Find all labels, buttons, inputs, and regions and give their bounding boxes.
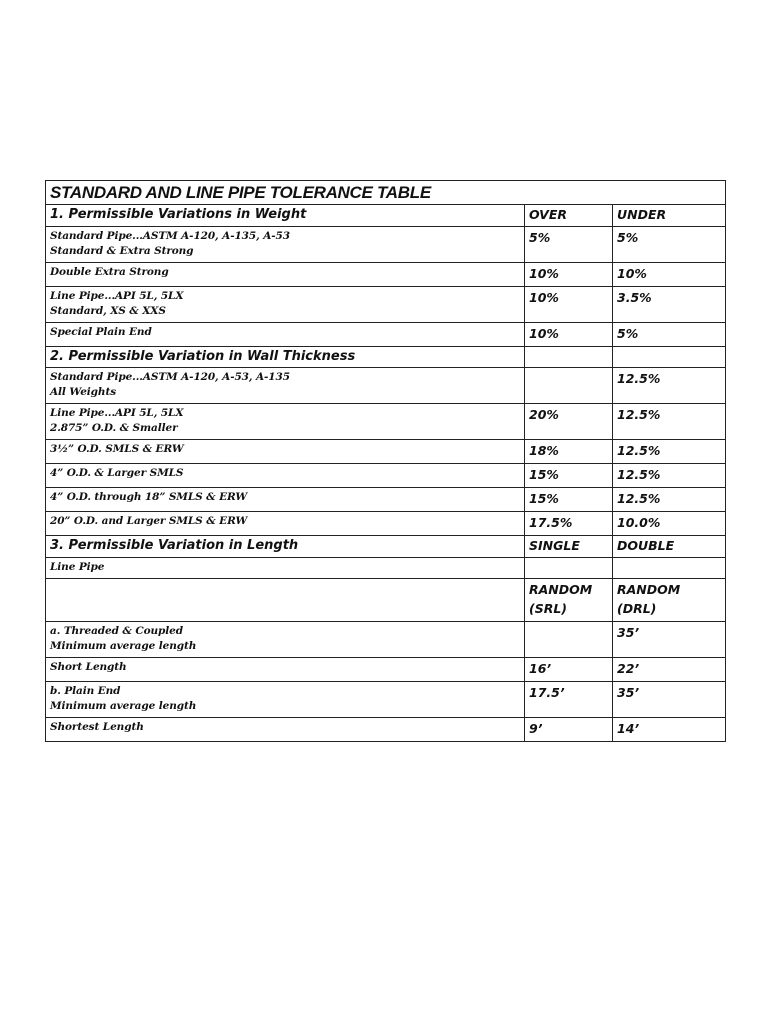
row-label-line: Double Extra Strong: [50, 266, 169, 278]
under-value: 10.0%: [613, 512, 726, 536]
row-label: [46, 682, 525, 718]
over-value: 10%: [525, 263, 613, 287]
under-value: 5%: [613, 227, 726, 263]
row-label-line: b. Plain End: [50, 685, 121, 697]
random-double-line: (DRL): [617, 601, 657, 616]
row-label-line: Line Pipe...API 5L, 5LX: [50, 290, 184, 302]
empty-cell: [525, 558, 613, 579]
section-weight-header: 1. Permissible Variations in Weight: [46, 205, 525, 227]
table-row: [46, 512, 726, 536]
over-value: [525, 368, 613, 404]
under-value: 12.5%: [613, 404, 726, 440]
row-label-line: Minimum average length: [50, 640, 197, 652]
row-label: [46, 227, 525, 263]
row-label-line: 2.875” O.D. & Smaller: [50, 422, 178, 434]
over-value: 15%: [525, 464, 613, 488]
section-header-row: [46, 205, 726, 227]
table-row: [46, 404, 726, 440]
under-value: 10%: [613, 263, 726, 287]
table-title-row: [46, 181, 726, 205]
row-label-line: Standard & Extra Strong: [50, 245, 194, 257]
single-value: 9’: [525, 718, 613, 742]
under-value: 12.5%: [613, 464, 726, 488]
double-value: 35’: [613, 622, 726, 658]
single-value: [525, 622, 613, 658]
random-single-line: RANDOM: [529, 582, 593, 597]
double-value: 35’: [613, 682, 726, 718]
under-value: 3.5%: [613, 287, 726, 323]
row-label: [46, 368, 525, 404]
table-row: [46, 658, 726, 682]
row-label: [46, 323, 525, 347]
section-header-row: [46, 536, 726, 558]
table-row: [46, 227, 726, 263]
under-value: 5%: [613, 323, 726, 347]
row-label-line: Special Plain End: [50, 326, 152, 338]
row-label-line: 4” O.D. through 18” SMLS & ERW: [50, 491, 248, 503]
table-row: [46, 464, 726, 488]
table-row: [46, 488, 726, 512]
over-value: 20%: [525, 404, 613, 440]
under-value: 12.5%: [613, 488, 726, 512]
empty-cell: [525, 347, 613, 368]
row-label: [46, 488, 525, 512]
double-value: 22’: [613, 658, 726, 682]
table-row: [46, 368, 726, 404]
row-label: [46, 263, 525, 287]
row-label-line: Standard Pipe...ASTM A-120, A-135, A-53: [50, 230, 290, 242]
row-label-line: Line Pipe...API 5L, 5LX: [50, 407, 184, 419]
table-row: [46, 440, 726, 464]
over-value: 15%: [525, 488, 613, 512]
table-row: [46, 263, 726, 287]
row-label: [46, 718, 525, 742]
empty-cell: [46, 579, 525, 622]
row-label-line: Line Pipe: [50, 561, 105, 573]
table-row: [46, 718, 726, 742]
column-double-header: DOUBLE: [613, 536, 726, 558]
section-wall-header: 2. Permissible Variation in Wall Thickness: [46, 347, 525, 368]
row-label-line: Standard Pipe...ASTM A-120, A-53, A-135: [50, 371, 290, 383]
row-label-line: Standard, XS & XXS: [50, 305, 166, 317]
table-row: [46, 323, 726, 347]
under-value: 12.5%: [613, 368, 726, 404]
table-row: [46, 579, 726, 622]
column-single-header: SINGLE: [525, 536, 613, 558]
tolerance-table: [45, 180, 726, 742]
empty-cell: [613, 558, 726, 579]
table-row: [46, 682, 726, 718]
table-row: [46, 622, 726, 658]
row-label: [46, 622, 525, 658]
row-label-line: Minimum average length: [50, 700, 197, 712]
column-over-header: OVER: [525, 205, 613, 227]
double-value: 14’: [613, 718, 726, 742]
row-label: [46, 512, 525, 536]
over-value: 17.5%: [525, 512, 613, 536]
row-label-line: 3½” O.D. SMLS & ERW: [50, 443, 184, 455]
single-value: 16’: [525, 658, 613, 682]
random-double-header: [613, 579, 726, 622]
table-row: [46, 558, 726, 579]
section-length-header: 3. Permissible Variation in Length: [46, 536, 525, 558]
single-value: 17.5’: [525, 682, 613, 718]
row-label: [46, 287, 525, 323]
over-value: 10%: [525, 323, 613, 347]
row-label: [46, 464, 525, 488]
table-title: STANDARD AND LINE PIPE TOLERANCE TABLE: [46, 181, 726, 205]
row-label: [46, 658, 525, 682]
random-single-line: (SRL): [529, 601, 568, 616]
row-label-line: Short Length: [50, 661, 127, 673]
row-label: [46, 404, 525, 440]
random-single-header: [525, 579, 613, 622]
table-row: [46, 287, 726, 323]
row-label-line: 20” O.D. and Larger SMLS & ERW: [50, 515, 248, 527]
row-label: [46, 558, 525, 579]
column-under-header: UNDER: [613, 205, 726, 227]
over-value: 18%: [525, 440, 613, 464]
row-label-line: Shortest Length: [50, 721, 144, 733]
row-label: [46, 440, 525, 464]
over-value: 5%: [525, 227, 613, 263]
row-label-line: All Weights: [50, 386, 117, 398]
under-value: 12.5%: [613, 440, 726, 464]
row-label-line: a. Threaded & Coupled: [50, 625, 183, 637]
section-header-row: [46, 347, 726, 368]
tolerance-table-container: [45, 180, 725, 742]
empty-cell: [613, 347, 726, 368]
over-value: 10%: [525, 287, 613, 323]
row-label-line: 4” O.D. & Larger SMLS: [50, 467, 184, 479]
random-double-line: RANDOM: [617, 582, 681, 597]
